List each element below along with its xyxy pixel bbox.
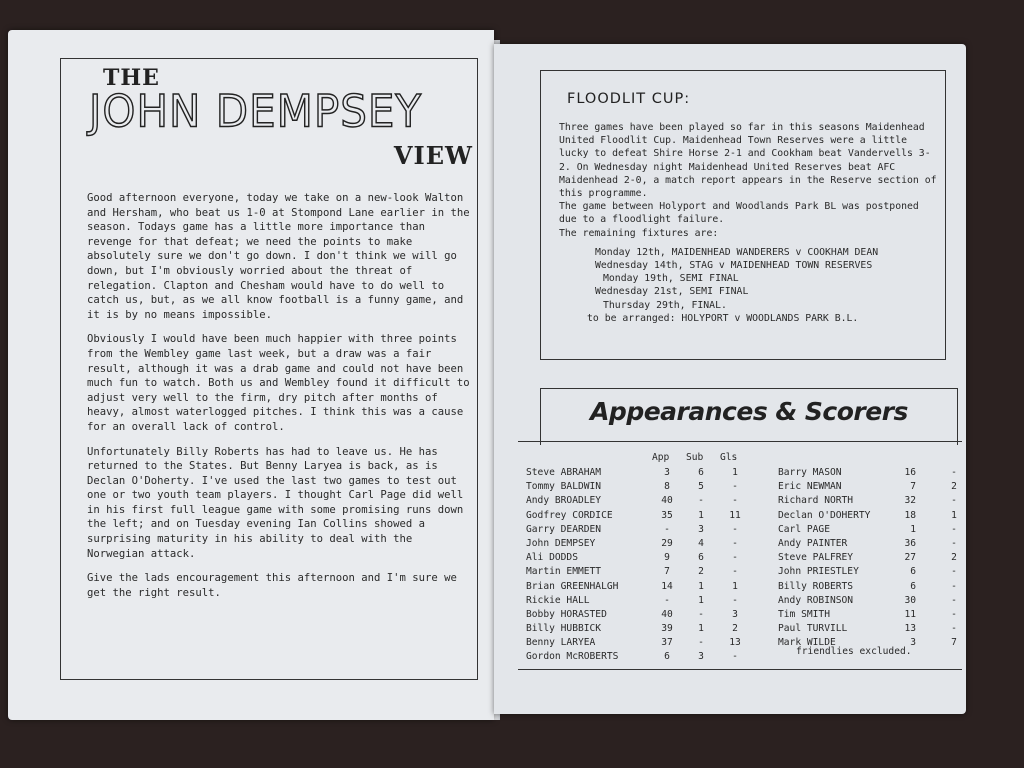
player-name: Gordon McROBERTS: [526, 651, 619, 663]
player-app: 18: [904, 509, 916, 521]
player-app: 9: [664, 552, 670, 564]
article-paragraph: Unfortunately Billy Roberts has had to leave us. He has returned to the States. But Benny Laryea is back, as is Declan O'Doherty. I've used the last two games to test out one or two youth team players. I thought Carl Page did well in his first full league game with some promising runs down the left; and on Tuesday evening Ian Collins showed a surprising maturity in his ability to deal with the Norwegian attack.: [87, 445, 464, 560]
player-name: Billy HUBBICK: [526, 623, 602, 635]
fixtures-list: [559, 246, 939, 325]
dempsey-view-box: [60, 58, 478, 680]
table-row: [778, 466, 968, 480]
player-sub: 3: [698, 523, 704, 535]
player-app: 3: [664, 467, 670, 478]
player-name: Billy ROBERTS: [778, 580, 854, 592]
table-row: [526, 509, 756, 523]
player-app: 35: [661, 509, 673, 521]
table-row: [778, 523, 968, 537]
player-sub: -: [698, 495, 704, 507]
player-name: John PRIESTLEY: [778, 566, 859, 578]
appearances-table-left: [526, 466, 756, 665]
player-gls: 11: [729, 509, 741, 521]
player-sub: 2: [698, 566, 704, 578]
table-row: [526, 466, 756, 480]
table-row: [778, 565, 968, 579]
table-row: [526, 622, 756, 636]
table-row: [526, 551, 756, 565]
player-app: 6: [910, 566, 916, 578]
fixture-item: Thursday 29th, FINAL.: [603, 299, 727, 311]
floodlit-cup-heading: FLOODLIT CUP:: [567, 91, 691, 107]
article-paragraph: Obviously I would have been much happier with three points from the Wembley game last week, but a draw was a fair result, although it was a drab game and could not have been much fun to watch. Both us and Wembley found it difficult to adjust very well to the firm, dry pitch after months of heavy, almost waterlogged pitches. I think this was a cause for an overall lack of control.: [87, 333, 470, 433]
title-view: VIEW: [393, 141, 473, 170]
player-name: Martin EMMETT: [526, 566, 602, 578]
player-app: 6: [910, 580, 916, 592]
table-row: [526, 523, 756, 537]
col-header-gls: Gls: [720, 452, 738, 463]
player-gls: -: [951, 495, 957, 507]
player-name: Tim SMITH: [778, 608, 830, 620]
player-gls: -: [951, 467, 957, 478]
player-app: 6: [664, 651, 670, 663]
table-row: [778, 622, 968, 636]
player-gls: -: [732, 552, 738, 564]
player-name: Brian GREENHALGH: [526, 580, 619, 592]
player-name: Benny LARYEA: [526, 637, 596, 649]
player-app: 16: [904, 467, 916, 478]
player-sub: 1: [698, 509, 704, 521]
player-gls: -: [732, 495, 738, 507]
player-gls: -: [732, 537, 738, 549]
table-row: [778, 608, 968, 622]
player-app: 13: [904, 623, 916, 635]
player-gls: 3: [732, 608, 738, 620]
title-the: THE: [103, 65, 160, 91]
player-app: 37: [661, 637, 673, 649]
player-app: 32: [904, 495, 916, 507]
floodlit-paragraph: The remaining fixtures are:: [559, 227, 719, 239]
player-name: Richard NORTH: [778, 495, 854, 507]
player-name: Eric NEWMAN: [778, 481, 842, 493]
article-paragraph: Good afternoon everyone, today we take on a new-look Walton and Hersham, who beat us 1-0 at Stompond Lane earlier in the season. Todays game has a little more importance than revenge for that defeat; we need the points to make absolutely sure we don't go down. I don't think we will go down, but I'm obviously worried about the threat of relegation. Clapton and Chesham would have to do well to catch us, but, as we all know football is a funny game, and it is by no means impossible.: [87, 192, 470, 321]
appearances-bottom-rule: [518, 669, 962, 670]
player-sub: 5: [698, 481, 704, 493]
player-name: Godfrey CORDICE: [526, 509, 613, 521]
fixture-item: Wednesday 14th, STAG v MAIDENHEAD TOWN RESERVES: [595, 260, 873, 272]
floodlit-paragraph: The game between Holyport and Woodlands Park BL was postponed due to a floodlight failure.: [559, 201, 919, 226]
player-gls: 2: [951, 481, 957, 493]
player-name: Steve PALFREY: [778, 552, 854, 564]
player-app: -: [664, 523, 670, 535]
floodlit-paragraph: Three games have been played so far in this seasons Maidenhead United Floodlit Cup. Maidenhead Town Reserves were a little lucky to defeat Shire Horse 2-1 and Cookham beat Vandervells 3-2. On Wednesday night Maidenhead United Reserves beat AFC Maidenhead 2-0, a match report appears in the Reserve section of this programme.: [559, 122, 937, 200]
player-sub: -: [698, 608, 704, 620]
player-sub: 6: [698, 552, 704, 564]
table-row: [526, 494, 756, 508]
player-gls: 2: [951, 552, 957, 564]
player-sub: 1: [698, 594, 704, 606]
player-gls: -: [732, 651, 738, 663]
fixture-item: Monday 19th, SEMI FINAL: [603, 273, 739, 285]
player-sub: 3: [698, 651, 704, 663]
fixture-item: to be arranged: HOLYPORT v WOODLANDS PARK B.L.: [587, 312, 859, 324]
appearances-frame: [540, 388, 958, 445]
player-gls: -: [951, 580, 957, 592]
player-gls: -: [951, 523, 957, 535]
player-name: Andy PAINTER: [778, 537, 848, 549]
player-gls: 1: [732, 580, 738, 592]
article-paragraph: Give the lads encouragement this afternoon and I'm sure we get the right result.: [87, 572, 457, 599]
appearances-rule: [518, 441, 962, 442]
table-row: [778, 494, 968, 508]
player-name: Declan O'DOHERTY: [778, 509, 871, 521]
fixture-item: Wednesday 21st, SEMI FINAL: [595, 286, 749, 298]
player-app: 1: [910, 523, 916, 535]
fixture-item: Monday 12th, MAIDENHEAD WANDERERS v COOKHAM DEAN: [595, 246, 879, 258]
player-sub: 4: [698, 537, 704, 549]
right-page: [494, 44, 966, 714]
player-name: Ali DODDS: [526, 552, 578, 564]
player-name: Steve ABRAHAM: [526, 467, 602, 478]
player-app: 7: [664, 566, 670, 578]
player-name: Mark WILDE: [778, 637, 836, 649]
player-app: 8: [664, 481, 670, 493]
player-app: -: [664, 594, 670, 606]
dempsey-article: [87, 191, 471, 610]
player-app: 40: [661, 495, 673, 507]
player-app: 14: [661, 580, 673, 592]
table-row: [526, 580, 756, 594]
player-name: Tommy BALDWIN: [526, 481, 602, 493]
player-gls: -: [951, 608, 957, 620]
player-gls: 1: [732, 467, 738, 478]
appearances-title: Appearances & Scorers: [590, 397, 908, 426]
player-app: 40: [661, 608, 673, 620]
table-row: [526, 480, 756, 494]
table-row: [778, 537, 968, 551]
player-app: 36: [904, 537, 916, 549]
table-row: [778, 480, 968, 494]
table-row: [526, 537, 756, 551]
table-row: [526, 650, 756, 664]
player-gls: -: [951, 566, 957, 578]
player-gls: -: [732, 566, 738, 578]
player-sub: -: [698, 637, 704, 649]
player-name: Carl PAGE: [778, 523, 830, 535]
appearances-table-right: [778, 466, 968, 650]
player-name: Rickie HALL: [526, 594, 590, 606]
floodlit-cup-box: [540, 70, 946, 360]
col-header-app: App: [652, 452, 670, 463]
player-app: 29: [661, 537, 673, 549]
player-app: 7: [910, 481, 916, 493]
player-gls: 13: [729, 637, 741, 649]
table-row: [778, 594, 968, 608]
player-app: 3: [910, 637, 916, 649]
player-gls: 1: [951, 509, 957, 521]
table-row: [778, 509, 968, 523]
title-john-dempsey: JOHN DEMPSEY: [89, 85, 423, 138]
player-gls: -: [951, 623, 957, 635]
table-row: [778, 551, 968, 565]
player-name: Andy BROADLEY: [526, 495, 602, 507]
table-row: [526, 565, 756, 579]
table-row: [526, 636, 756, 650]
player-app: 11: [904, 608, 916, 620]
friendlies-footnote: friendlies excluded.: [796, 646, 912, 657]
player-gls: 7: [951, 637, 957, 649]
table-row: [526, 608, 756, 622]
player-name: Barry MASON: [778, 467, 842, 478]
player-gls: -: [951, 594, 957, 606]
player-gls: -: [951, 537, 957, 549]
player-sub: 6: [698, 467, 704, 478]
player-app: 27: [904, 552, 916, 564]
player-app: 39: [661, 623, 673, 635]
col-header-sub: Sub: [686, 452, 704, 463]
player-name: Paul TURVILL: [778, 623, 848, 635]
player-sub: 1: [698, 580, 704, 592]
player-name: Andy ROBINSON: [778, 594, 854, 606]
player-name: Bobby HORASTED: [526, 608, 607, 620]
floodlit-cup-text: [559, 121, 939, 325]
player-name: John DEMPSEY: [526, 537, 596, 549]
table-row: [778, 580, 968, 594]
table-row: [526, 594, 756, 608]
player-sub: 1: [698, 623, 704, 635]
player-gls: -: [732, 481, 738, 493]
player-gls: 2: [732, 623, 738, 635]
player-gls: -: [732, 523, 738, 535]
left-page: [8, 30, 494, 720]
player-app: 30: [904, 594, 916, 606]
player-name: Garry DEARDEN: [526, 523, 602, 535]
player-gls: -: [732, 594, 738, 606]
